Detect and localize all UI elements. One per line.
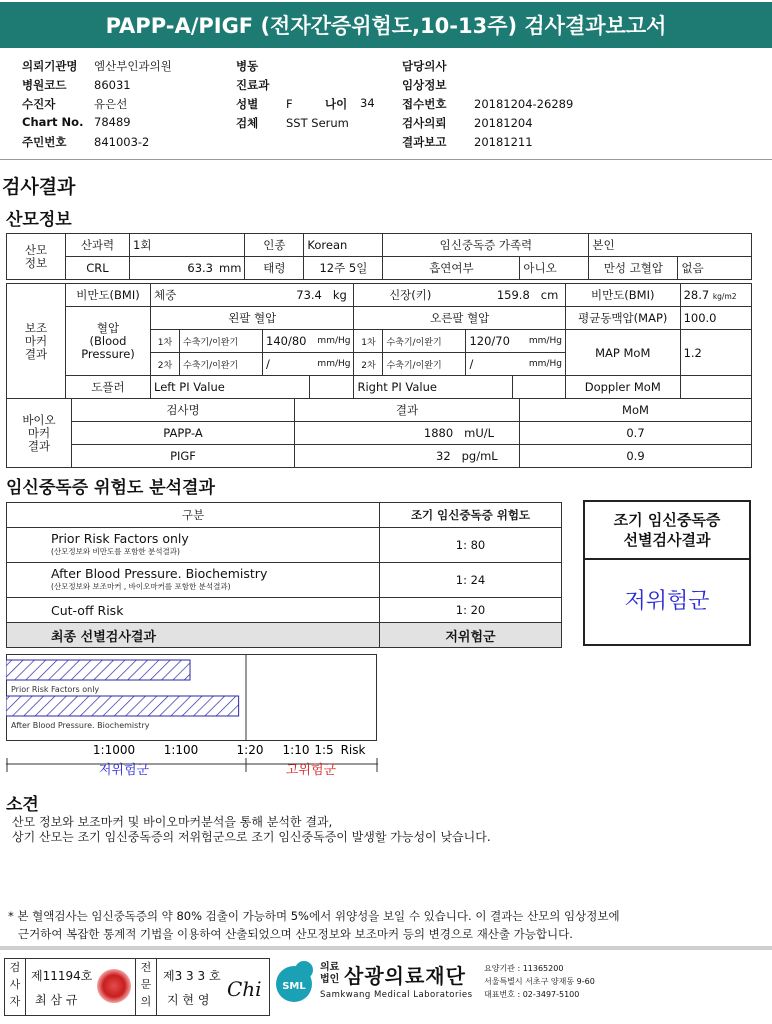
footnote [8, 907, 620, 943]
bio-name: PIGF [72, 445, 295, 468]
header-field [22, 134, 172, 153]
risk-header-category: 구분 [7, 503, 380, 528]
weight-label: 체중 [151, 284, 263, 307]
risk-row [7, 598, 562, 623]
risk-header-value: 조기 임신중독증 위험도 [380, 503, 562, 528]
section-risk-title: 임신중독증 위험도 분석결과 [6, 478, 215, 498]
risk-row-label: Prior Risk Factors only [51, 531, 189, 546]
left-pi-label: Left PI Value [151, 376, 310, 399]
specialist-license: 제3 3 3 호 [163, 969, 221, 983]
left-sysdia-1: 수축기/이완기 [180, 330, 263, 353]
bio-row [7, 422, 752, 445]
header-field-value: 841003-2 [94, 135, 150, 149]
risk-row-value: 1: 24 [380, 563, 562, 598]
org-address: 서울특별시 서초구 양재동 9-60 [484, 977, 595, 986]
risk-bar [6, 660, 190, 680]
parity-label: 산과력 [66, 234, 130, 257]
left-row2: 2차 [151, 353, 180, 376]
examiner-name: 최 삼 규 [35, 993, 78, 1007]
header-field-label: 검사의뢰 [402, 116, 447, 130]
doppler-mom-label: Doppler MoM [565, 376, 680, 399]
examiner-label: 검 사 자 [5, 959, 26, 1015]
right-row2: 2차 [354, 353, 383, 376]
logo-badge: SML [282, 981, 306, 992]
final-result-value: 저위험군 [380, 623, 562, 648]
header-field-value: 86031 [94, 78, 131, 92]
ga-label: 태령 [245, 257, 304, 280]
tick-label: 1:1000 [92, 743, 136, 757]
header-info [22, 58, 762, 150]
htn-value: 없음 [678, 257, 752, 280]
right-unit-2: mm/Hg [513, 353, 566, 376]
header-field-label: 의뢰기관명 [22, 59, 78, 73]
risk-bar-label: After Blood Pressure. Biochemistry [11, 721, 150, 730]
doppler-label: 도플러 [66, 376, 151, 399]
right-row1: 1차 [354, 330, 383, 353]
bio-header-name: 검사명 [72, 399, 295, 422]
screening-result-title: 조기 임신중독증 선별검사결과 [585, 502, 749, 560]
race-value: Korean [304, 234, 383, 257]
final-result-label: 최종 선별검사결과 [7, 623, 380, 648]
header-field [402, 134, 573, 153]
header-field-value: F [286, 97, 293, 111]
bmi-label: 비만도(BMI) [66, 284, 151, 307]
right-bp-label: 오른팔 혈압 [354, 307, 565, 330]
age-value: 34 [360, 96, 375, 110]
risk-row-label: Cut-off Risk [7, 598, 380, 623]
header-field [402, 77, 573, 96]
crl-unit: mm [216, 257, 245, 280]
tick-label: 1:100 [163, 743, 199, 757]
header-field [402, 96, 573, 115]
parity-value: 1회 [130, 234, 217, 257]
org-phone: 대표번호 : 02-3497-5100 [484, 990, 580, 999]
right-sysdia-2: 수축기/이완기 [383, 353, 466, 376]
left-bp-label: 왼팔 혈압 [151, 307, 354, 330]
map-mom-value: 1.2 [680, 330, 751, 376]
right-bp-2: / [466, 353, 513, 376]
header-field-label: 병동 [236, 59, 259, 73]
right-bp-1: 120/70 [466, 330, 513, 353]
header-field [236, 77, 349, 96]
crl-value: 63.3 [130, 257, 217, 280]
org-logo [272, 958, 320, 1006]
header-field-value: 78489 [94, 115, 131, 129]
header-field-label: 성별 [236, 97, 259, 111]
height-label: 신장(키) [354, 284, 466, 307]
right-unit-1: mm/Hg [513, 330, 566, 353]
report-title: PAPP-A/PIGF (전자간증위험도,10-13주) 검사결과보고서 [0, 2, 772, 48]
left-unit-2: mm/Hg [309, 353, 354, 376]
low-risk-label: 저위험군 [98, 763, 150, 778]
map-label: 평균동맥압(MAP) [565, 307, 680, 330]
opinion-text [12, 815, 491, 845]
header-field-label: Chart No. [22, 115, 84, 129]
specialist-label: 전 문 의 [135, 959, 157, 1015]
logo-icon [272, 958, 320, 1006]
risk-bar-label: Prior Risk Factors only [11, 685, 100, 694]
section-maternal-title: 산모정보 [6, 210, 72, 230]
left-bp-2: / [263, 353, 310, 376]
tick-label: 1:10 [282, 743, 310, 757]
bmi-label-2: 비만도(BMI) [565, 284, 680, 307]
header-field-label: 수진자 [22, 97, 56, 111]
right-sysdia-1: 수축기/이완기 [383, 330, 466, 353]
header-field-value: 유은선 [94, 97, 128, 111]
left-sysdia-2: 수축기/이완기 [180, 353, 263, 376]
bio-mom: 0.9 [520, 445, 752, 468]
right-pi-label: Right PI Value [354, 376, 513, 399]
header-field-value: 엠산부인과의원 [94, 59, 172, 73]
header-field-value: SST Serum [286, 116, 349, 130]
risk-row-value: 1: 20 [380, 598, 562, 623]
header-field-label: 검체 [236, 116, 259, 130]
bio-result: 32 [436, 449, 451, 463]
seal-icon [97, 969, 131, 1003]
bio-result: 1880 [423, 426, 454, 440]
header-field-value: 20181204 [474, 116, 533, 130]
family-value: 본인 [589, 234, 752, 257]
opinion-line: 상기 산모는 조기 임신중독증의 저위험군으로 조기 임신중독증이 발생할 가능성이 낮습니다. [12, 830, 491, 844]
footnote-line: 근거하여 복잡한 통계적 기법을 이용하여 산출되었으며 산모정보와 보조마커 등의 변경으로 재산출 가능합니다. [18, 927, 573, 941]
marker-group: 보조 마커 결과 [7, 284, 66, 399]
bio-header-mom: MoM [520, 399, 752, 422]
age-label: 나이 [325, 97, 348, 111]
header-field-value: 20181211 [474, 135, 533, 149]
header-field-label: 임상정보 [402, 78, 447, 92]
tick-label: 1:20 [236, 743, 264, 757]
header-field-label: 병원코드 [22, 78, 67, 92]
risk-row-value: 1: 80 [380, 528, 562, 563]
signature-mark: Chi [227, 977, 262, 1001]
org-code: 요양기관 : 11365200 [484, 964, 564, 973]
opinion-line: 산모 정보와 보조마커 및 바이오마커분석을 통해 분석한 결과, [12, 815, 333, 829]
biomarker-table [6, 398, 752, 468]
left-unit-1: mm/Hg [309, 330, 354, 353]
smoke-label: 흡연여부 [383, 257, 520, 280]
risk-row-label: After Blood Pressure. Biochemistry [51, 566, 268, 581]
header-col-1 [22, 58, 172, 153]
header-field-label: 결과보고 [402, 135, 447, 149]
risk-row-sub: (산모정보와 보조마커 , 바이오마커를 포함한 분석결과) [51, 582, 231, 591]
header-field [22, 96, 172, 115]
section-result-title: 검사결과 [2, 176, 76, 198]
section-opinion-title: 소견 [6, 795, 39, 815]
risk-chart [6, 654, 378, 780]
bio-row [7, 445, 752, 468]
family-label: 임신중독증 가족력 [383, 234, 589, 257]
bio-group: 바이오 마커 결과 [7, 399, 72, 468]
smoke-value: 아니오 [520, 257, 589, 280]
bio-name: PAPP-A [72, 422, 295, 445]
org-name-en: Samkwang Medical Laboratories [320, 990, 473, 1000]
org-contact [484, 962, 595, 1001]
screening-result-value: 저위험군 [624, 589, 710, 614]
signature-box [4, 958, 270, 1016]
weight-unit: kg [332, 288, 347, 302]
header-field [22, 77, 172, 96]
height-value: 159.8 [496, 288, 530, 302]
header-field-label: 진료과 [236, 78, 270, 92]
htn-label: 만성 고혈압 [589, 257, 678, 280]
header-col-3 [402, 58, 573, 153]
header-field [22, 58, 172, 77]
bp-label: 혈압 (Blood Pressure) [66, 307, 151, 376]
ga-value: 12주 5일 [304, 257, 383, 280]
footer-divider [0, 946, 772, 950]
header-field [236, 115, 349, 134]
header-field [402, 115, 573, 134]
tick-label: 1:5 [314, 743, 334, 757]
map-mom-label: MAP MoM [565, 330, 680, 376]
left-row1: 1차 [151, 330, 180, 353]
header-field-label: 담당의사 [402, 59, 447, 73]
header-field-label: 주민번호 [22, 135, 67, 149]
bio-mom: 0.7 [520, 422, 752, 445]
tick-label: Risk [340, 743, 366, 757]
height-unit: cm [540, 288, 559, 302]
footnote-line: * 본 혈액검사는 임신중독증의 약 80% 검출이 가능하며 5%에서 위양성을 보일 수 있습니다. 이 결과는 산모의 임상정보에 [8, 909, 620, 923]
header-field-value: 20181204-26289 [474, 97, 574, 111]
risk-bar [6, 696, 239, 716]
screening-result-box [583, 500, 751, 646]
risk-chart-svg [6, 654, 378, 780]
high-risk-label: 고위험군 [285, 763, 337, 778]
race-label: 인종 [245, 234, 304, 257]
header-field [236, 58, 349, 77]
bmi-unit: kg/m2 [712, 292, 737, 301]
left-bp-1: 140/80 [263, 330, 310, 353]
risk-row [7, 563, 562, 598]
marker-table [6, 283, 752, 399]
weight-value: 73.4 [296, 288, 322, 302]
bmi-value: 28.7 [683, 288, 710, 302]
bio-unit: pg/mL [461, 449, 498, 463]
header-field-label: 접수번호 [402, 97, 447, 111]
examiner-license: 제11194호 [31, 969, 93, 983]
corp-label: 의료 법인 [320, 962, 340, 985]
risk-row [7, 528, 562, 563]
bio-header-result: 결과 [295, 399, 520, 422]
maternal-table [6, 233, 752, 280]
risk-row-sub: (산모정보와 비만도를 포함한 분석결과) [51, 547, 180, 556]
map-value: 100.0 [680, 307, 751, 330]
specialist-name: 지 현 영 [167, 993, 210, 1007]
maternal-group: 산모 정보 [7, 234, 66, 280]
org-name: 삼광의료재단 [344, 964, 466, 988]
bio-unit: mU/L [464, 426, 495, 440]
header-field [22, 115, 172, 134]
crl-label: CRL [66, 257, 130, 280]
risk-table [6, 502, 562, 648]
header-field [402, 58, 573, 77]
header-divider [0, 159, 772, 160]
